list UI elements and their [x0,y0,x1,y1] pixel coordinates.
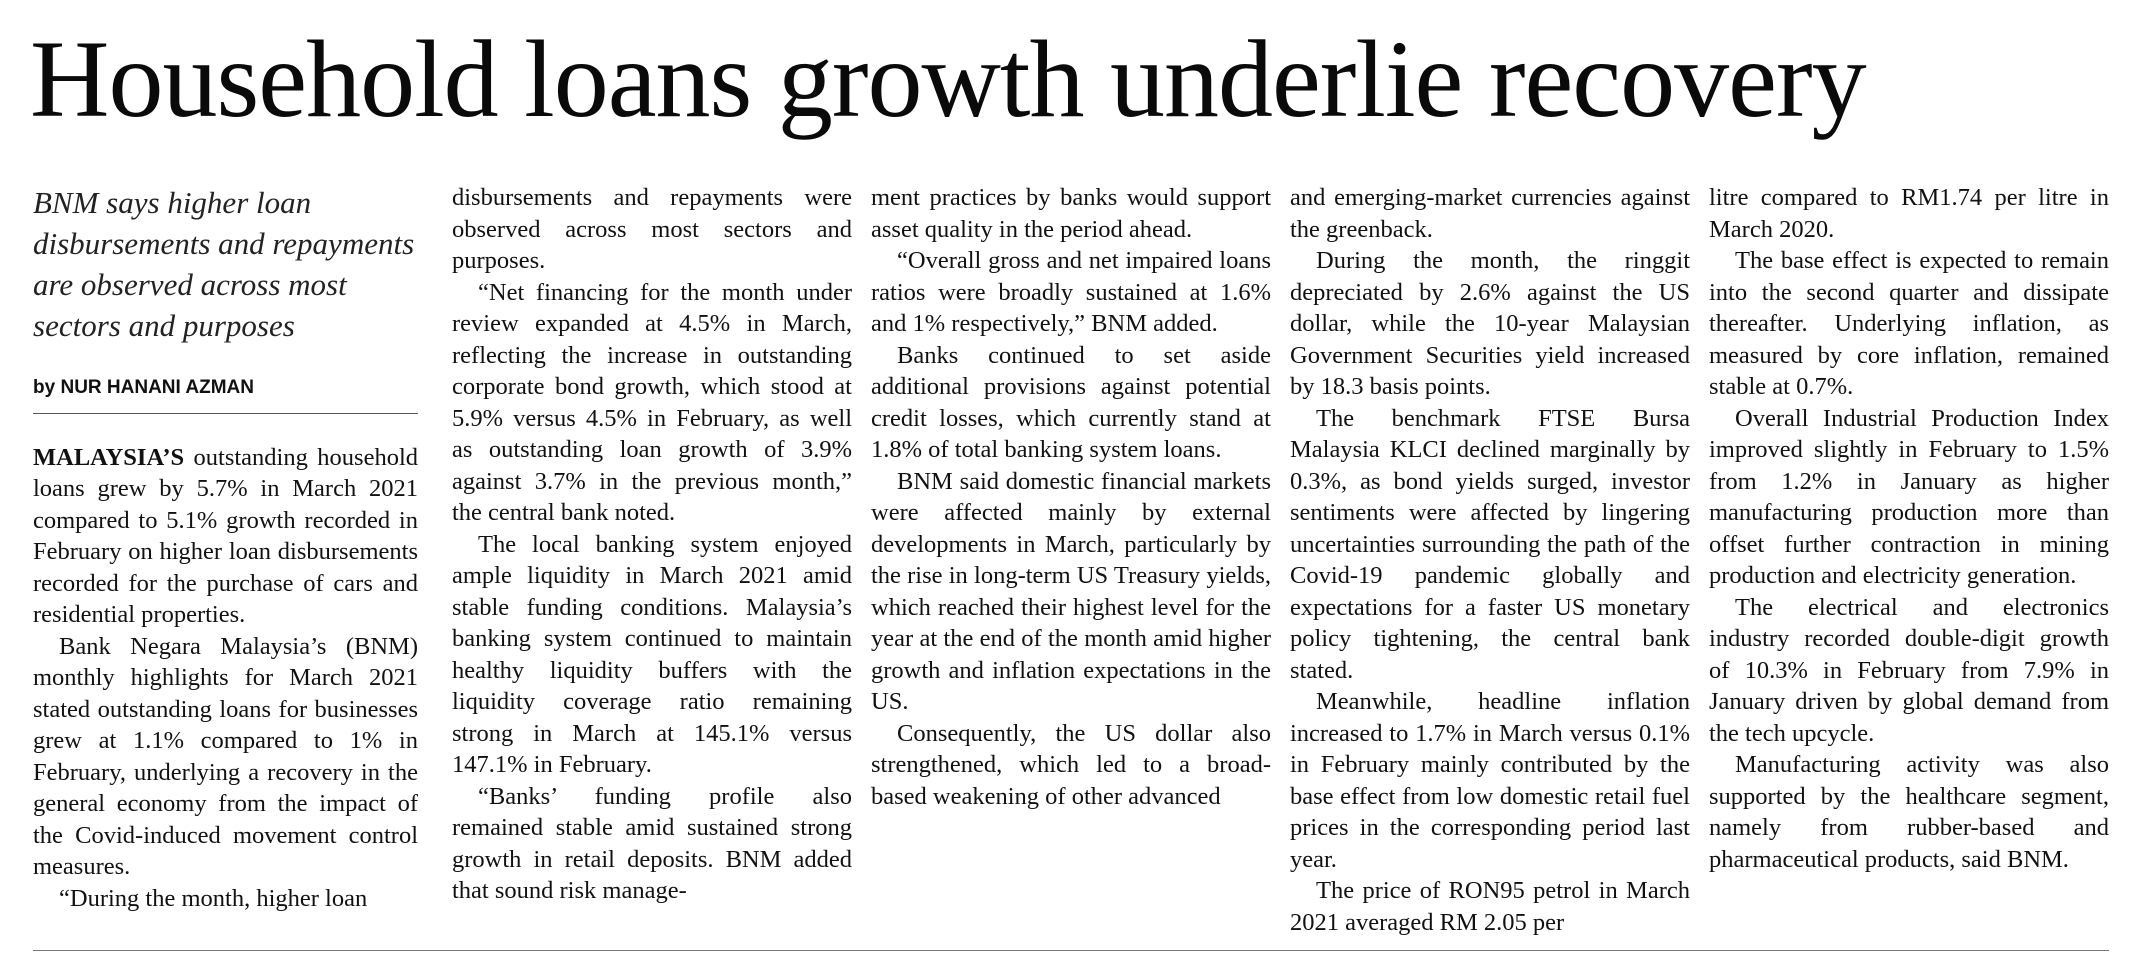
article-column-3 [871,182,1271,812]
paragraph: Manufacturing activity was also supported by the healthcare segment, namely from rubber-based and pharmaceutical products, said BNM. [1709,751,2109,873]
lead-paragraph [33,442,418,631]
paragraph: and emerging-market currencies against the greenback. [1290,184,1690,243]
paragraph: litre compared to RM1.74 per litre in March 2020. [1709,184,2109,243]
article-column-4 [1290,182,1690,938]
paragraph: “Banks’ funding profile also remained stable amid sustained strong growth in retail deposits. BNM added that sound risk manage- [452,782,852,904]
paragraph: disbursements and repayments were observed across most sectors and purposes. [452,184,852,274]
article-column-1 [33,182,418,914]
article-column-2 [452,182,852,907]
bottom-rule [33,950,2109,951]
paragraph: The price of RON95 petrol in March 2021 averaged RM 2.05 per [1290,877,1690,936]
paragraph: “Net financing for the month under review expanded at 4.5% in March, reflecting the increase in outstanding corporate bond growth, which stood at 5.9% versus 4.5% in February, as well as outstanding loan growth of 3.9% against 3.7% in the previous month,” the central bank noted. [452,278,852,526]
paragraph: Bank Negara Malaysia’s (BNM) monthly highlights for March 2021 stated outstanding loans for businesses grew at 1.1% compared to 1% in February, underlying a recovery in the general economy from the impact of the Covid-induced movement control measures. [33,632,418,880]
paragraph: The local banking system enjoyed ample liquidity in March 2021 amid stable funding conditions. Malaysia’s banking system continued to maintain healthy liquidity buffers with the liquidity coverage ratio remaining strong in March at 145.1% versus 147.1% in February. [452,530,852,778]
byline-prefix: by [33,377,56,398]
lead-word: MALAYSIA’S [33,443,185,471]
paragraph: The base effect is expected to remain into the second quarter and dissipate thereafter. Underlying inflation, as measured by core inflation, remained stable at 0.7%. [1709,247,2109,400]
byline [33,372,418,414]
paragraph: Banks continued to set aside additional provisions against potential credit losses, which currently stand at 1.8% of total banking system loans. [871,341,1271,463]
byline-author: NUR HANANI AZMAN [60,377,254,398]
paragraph: Consequently, the US dollar also strengthened, which led to a broad-based weakening of other advanced [871,719,1271,810]
lead-paragraph-text: outstanding household loans grew by 5.7% in March 2021 compared to 5.1% growth recorded in February on higher loan disbursements recorded for the purchase of cars and residential properties. [33,443,418,628]
headline: Household loans growth underlie recovery [30,18,1866,140]
paragraph: The electrical and electronics industry recorded double-digit growth of 10.3% in February from 7.9% in January driven by global demand from the tech upcycle. [1709,593,2109,747]
paragraph: ment practices by banks would support asset quality in the period ahead. [871,184,1271,243]
paragraph: Overall Industrial Production Index improved slightly in February to 1.5% from 1.2% in January as higher manufacturing production more than offset further contraction in mining production and electricity generation. [1709,404,2109,589]
paragraph: “During the month, higher loan [59,884,368,912]
standfirst: BNM says higher loan disbursements and repayments are observed across most sectors and purposes [33,185,415,343]
paragraph: The benchmark FTSE Bursa Malaysia KLCI declined marginally by 0.3%, as bond yields surged, investor sentiments were affected by lingering uncertainties surrounding the path of the Covid-19 pandemic globally and expectations for a faster US monetary policy tightening, the central bank stated. [1290,404,1690,684]
paragraph: During the month, the ringgit depreciated by 2.6% against the US dollar, while the 10-year Malaysian Government Securities yield increased by 18.3 basis points. [1290,247,1690,400]
paragraph: Meanwhile, headline inflation increased to 1.7% in March versus 0.1% in February mainly contributed by the base effect from low domestic retail fuel prices in the corresponding period last year. [1290,688,1690,873]
paragraph: BNM said domestic financial markets were affected mainly by external developments in March, particularly by the rise in long-term US Treasury yields, which reached their highest level for the year at the end of the month amid higher growth and inflation expectations in the US. [871,467,1271,715]
article-column-5 [1709,182,2109,875]
paragraph: “Overall gross and net impaired loans ratios were broadly sustained at 1.6% and 1% respectively,” BNM added. [871,247,1271,337]
